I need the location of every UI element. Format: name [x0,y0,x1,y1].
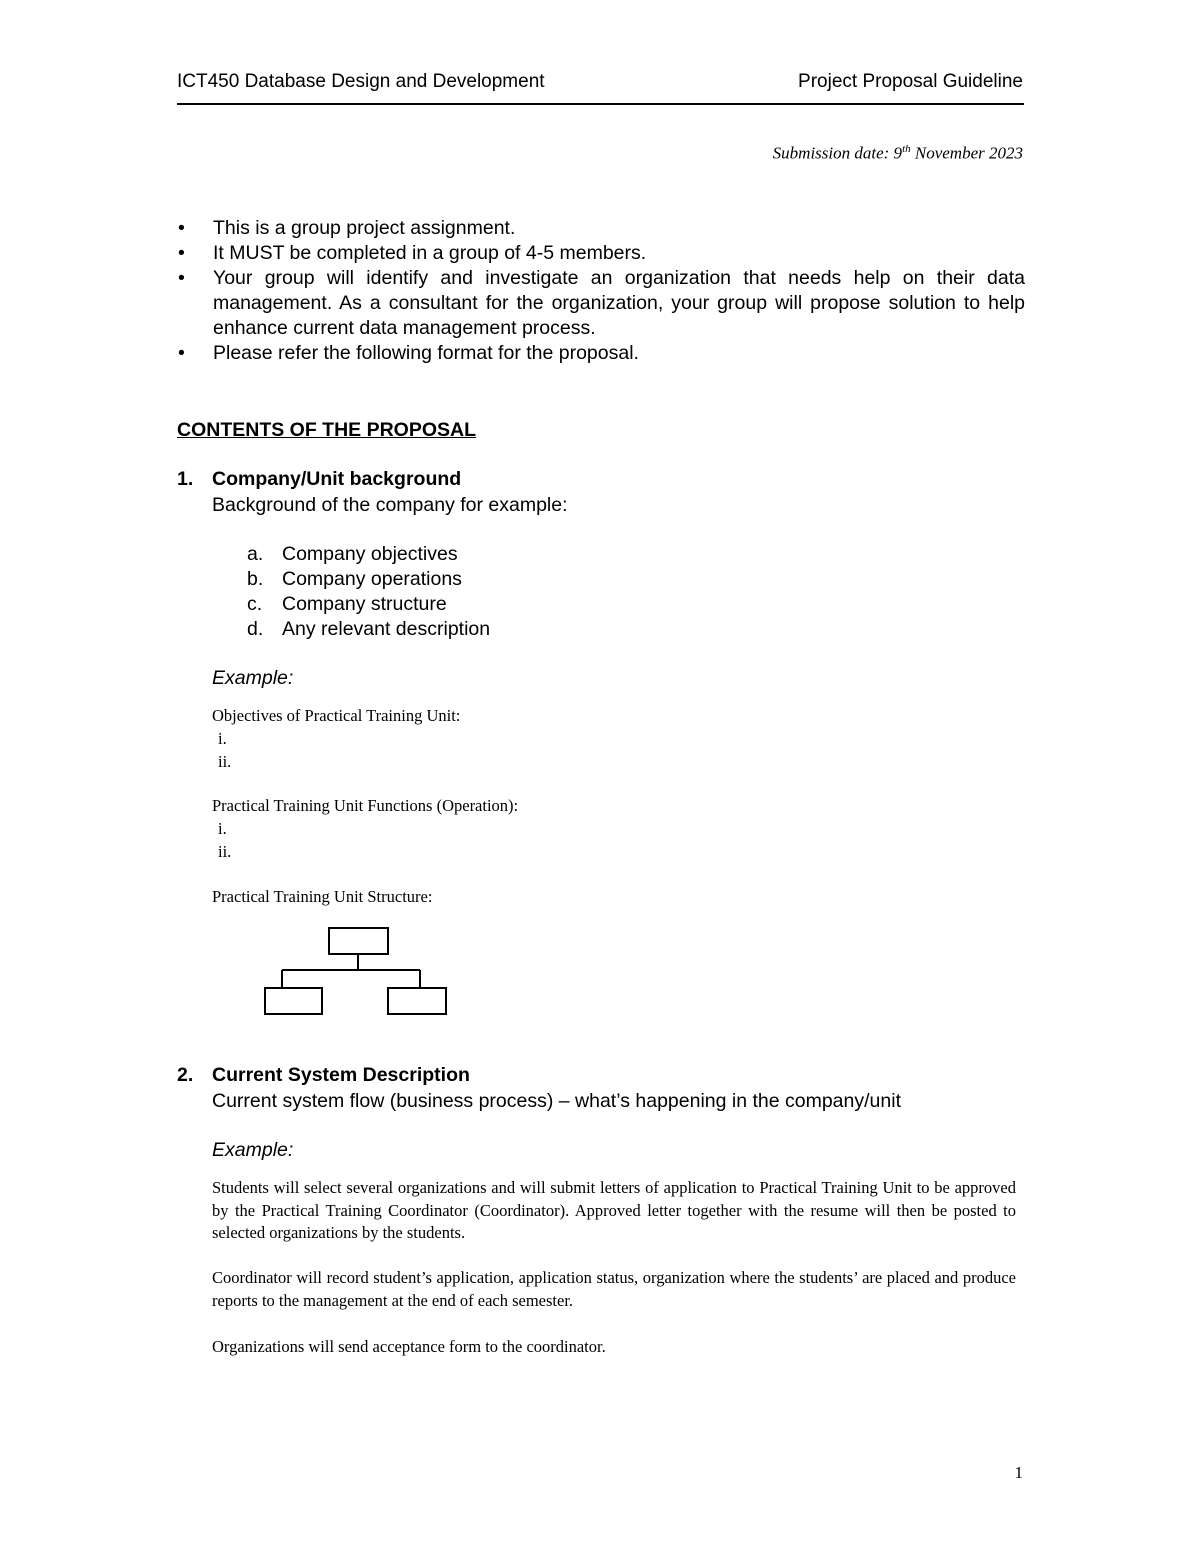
functions-roman-i: i. [218,819,227,838]
section-1-item-list [247,542,490,642]
list-item: c. Company structure [247,593,447,615]
bullet-icon: • [178,217,185,239]
bullet-icon: • [178,342,185,364]
header-document-type: Project Proposal Guideline [798,71,1023,92]
example-paragraph-2: Coordinator will record student’s application, application status, organization where the students’ are placed and produce reports to the management at the end of each semester. [212,1268,1016,1310]
org-chart-left-box [265,988,322,1014]
list-item: • Please refer the following format for the proposal. [178,342,639,364]
structure-heading: Practical Training Unit Structure: [212,887,433,906]
section-2-example-label: Example: [212,1139,294,1161]
submission-date: Submission date: 9th November 2023 [772,143,1023,163]
section-1-number: 1. [177,468,194,490]
objectives-roman-ii: ii. [218,752,232,771]
section-2-title: Current System Description [212,1064,470,1086]
objectives-heading: Objectives of Practical Training Unit: [212,706,461,725]
bullet-icon: • [178,242,185,264]
list-item: • Your group will identify and investigate an organization that needs help on their data management. As a consultant for the organization, your group will propose solution to help enhance current data management process. [178,267,1025,339]
objectives-roman-i: i. [218,729,227,748]
header-course-title: ICT450 Database Design and Development [177,71,545,92]
bullet-icon: • [178,267,185,289]
functions-heading: Practical Training Unit Functions (Operation): [212,796,519,815]
functions-roman-ii: ii. [218,842,232,861]
list-item: b. Company operations [247,568,462,590]
header-divider [177,103,1024,105]
list-item: a. Company objectives [247,543,458,565]
list-item: • It MUST be completed in a group of 4-5 members. [178,242,647,264]
example-paragraph-1: Students will select several organizations and will submit letters of application to Practical Training Unit to be approved by the Practical Training Coordinator (Coordinator). Approved letter together with the resume will then be posted to selected organizations by the students. [212,1178,1016,1243]
section-1-example-label: Example: [212,667,294,689]
org-chart-right-box [388,988,446,1014]
page-number: 1 [1014,1463,1023,1482]
contents-heading: CONTENTS OF THE PROPOSAL [177,419,477,441]
section-2-number: 2. [177,1064,194,1086]
section-1-title: Company/Unit background [212,468,462,490]
org-chart-diagram [255,920,455,1020]
instruction-bullet-list [177,216,1025,366]
section-1-subtitle: Background of the company for example: [212,494,568,516]
list-item: • This is a group project assignment. [178,217,516,239]
example-paragraph-3: Organizations will send acceptance form to the coordinator. [212,1337,606,1356]
org-chart-top-box [329,928,388,954]
section-2-subtitle: Current system flow (business process) – what’s happening in the company/unit [212,1090,901,1112]
list-item: d. Any relevant description [247,618,491,640]
